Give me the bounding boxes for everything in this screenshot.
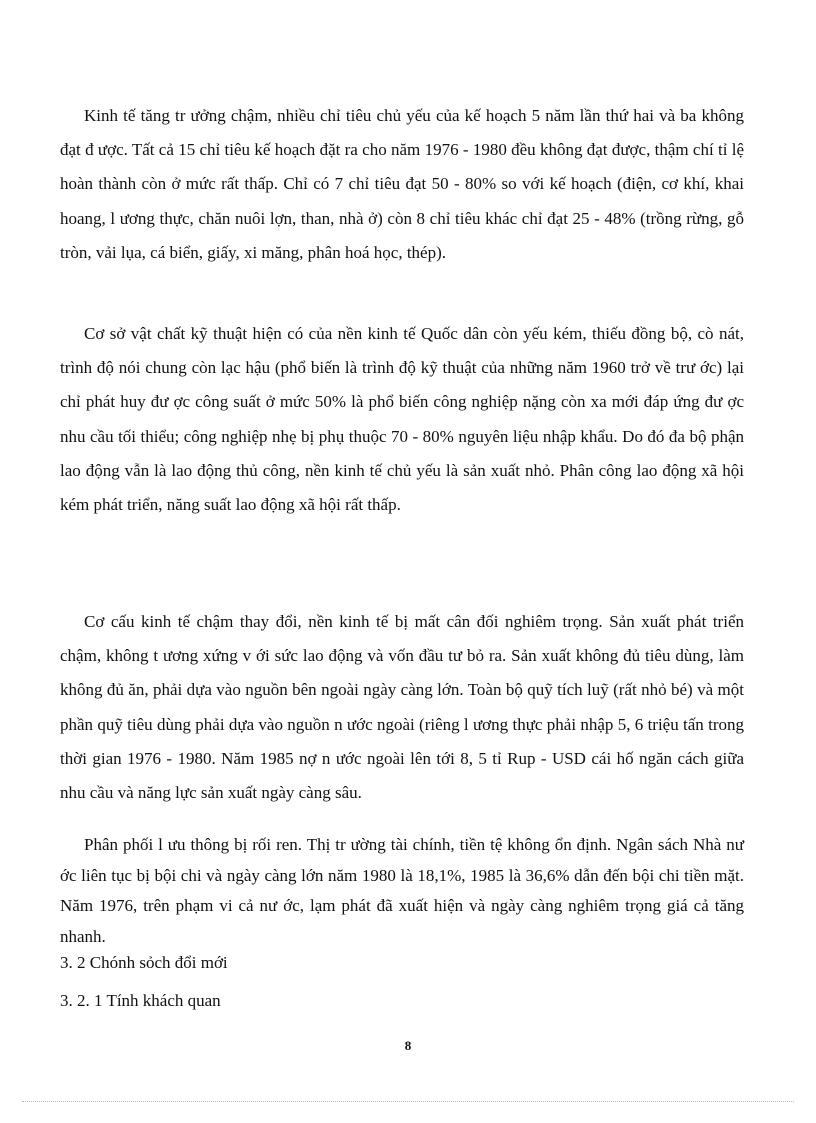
paragraph-text: Phân phối l ưu thông bị rối ren. Thị tr ường tài chính, tiền tệ không ổn định. Ngân sách Nhà nư ớc liên tục bị bội chi và ngày càng lớn năm 1980 là 18,1%, 1985 là 36,6% dẫn đến bội chi tiền mặt. Năm 1976, trên phạm vi cả nư ớc, lạm phát đã xuất hiện và ngày càng nghiêm trọng giá cả tăng nhanh. xyxy=(60,835,744,946)
paragraph-text: Kinh tế tăng tr ưởng chậm, nhiều chỉ tiêu chủ yếu của kế hoạch 5 năm lần thứ hai và ba không đạt đ ược. Tất cả 15 chỉ tiêu kế hoạch đặt ra cho năm 1976 - 1980 đều không đạt được, thậm chí tỉ lệ hoàn thành còn ở mức rất thấp. Chỉ có 7 chỉ tiêu đạt 50 - 80% so với kế hoạch (điện, cơ khí, khai hoang, l ương thực, chăn nuôi lợn, than, nhà ở) còn 8 chỉ tiêu khác chỉ đạt 25 - 48% (trồng rừng, gỗ tròn, vải lụa, cá biển, giấy, xi măng, phân hoá học, thép). xyxy=(60,106,744,262)
subsection-heading-objectivity: 3. 2. 1 Tính khách quan xyxy=(60,991,221,1010)
paragraph-text: Cơ cấu kinh tế chậm thay đổi, nền kinh tế bị mất cân đối nghiêm trọng. Sản xuất phát triển chậm, không t ương xứng v ới sức lao động và vốn đầu tư bỏ ra. Sản xuất không đủ tiêu dùng, làm không đủ ăn, phải dựa vào nguồn bên ngoài ngày càng lớn. Toàn bộ quỹ tích luỹ (rất nhỏ bé) và một phần quỹ tiêu dùng phải dựa vào nguồn n ước ngoài (riêng l ương thực phải nhập 5, 6 triệu tấn trong thời gian 1976 - 1980. Năm 1985 nợ n ước ngoài lên tới 8, 5 tỉ Rup - USD cái hố ngăn cách giữa nhu cầu và năng lực sản xuất ngày càng sâu. xyxy=(60,612,744,803)
paragraph-text: Cơ sở vật chất kỹ thuật hiện có của nền kinh tế Quốc dân còn yếu kém, thiếu đồng bộ, cò nát, trình độ nói chung còn lạc hậu (phổ biến là trình độ kỹ thuật của những năm 1960 trở về trư ớc) lại chỉ phát huy đư ợc công suất ở mức 50% là phổ biến công nghiệp nặng còn xa mới đáp ứng đư ợc nhu cầu tối thiểu; công nghiệp nhẹ bị phụ thuộc 70 - 80% nguyên liệu nhập khẩu. Do đó đa bộ phận lao động vẫn là lao động thủ công, nền kinh tế chủ yếu là sản xuất nhỏ. Phân công lao động xã hội kém phát triển, năng suất lao động xã hội rất thấp. xyxy=(60,324,744,515)
paragraph-economic-structure xyxy=(60,605,744,810)
paragraph-technical-base xyxy=(60,317,744,522)
page-number: 8 xyxy=(404,1038,412,1053)
paragraph-distribution xyxy=(60,830,744,952)
section-heading-renovation-policy: 3. 2 Chónh sỏch đổi mới xyxy=(60,953,228,972)
page-bottom-divider xyxy=(22,1101,794,1102)
paragraph-economic-growth xyxy=(60,99,744,270)
